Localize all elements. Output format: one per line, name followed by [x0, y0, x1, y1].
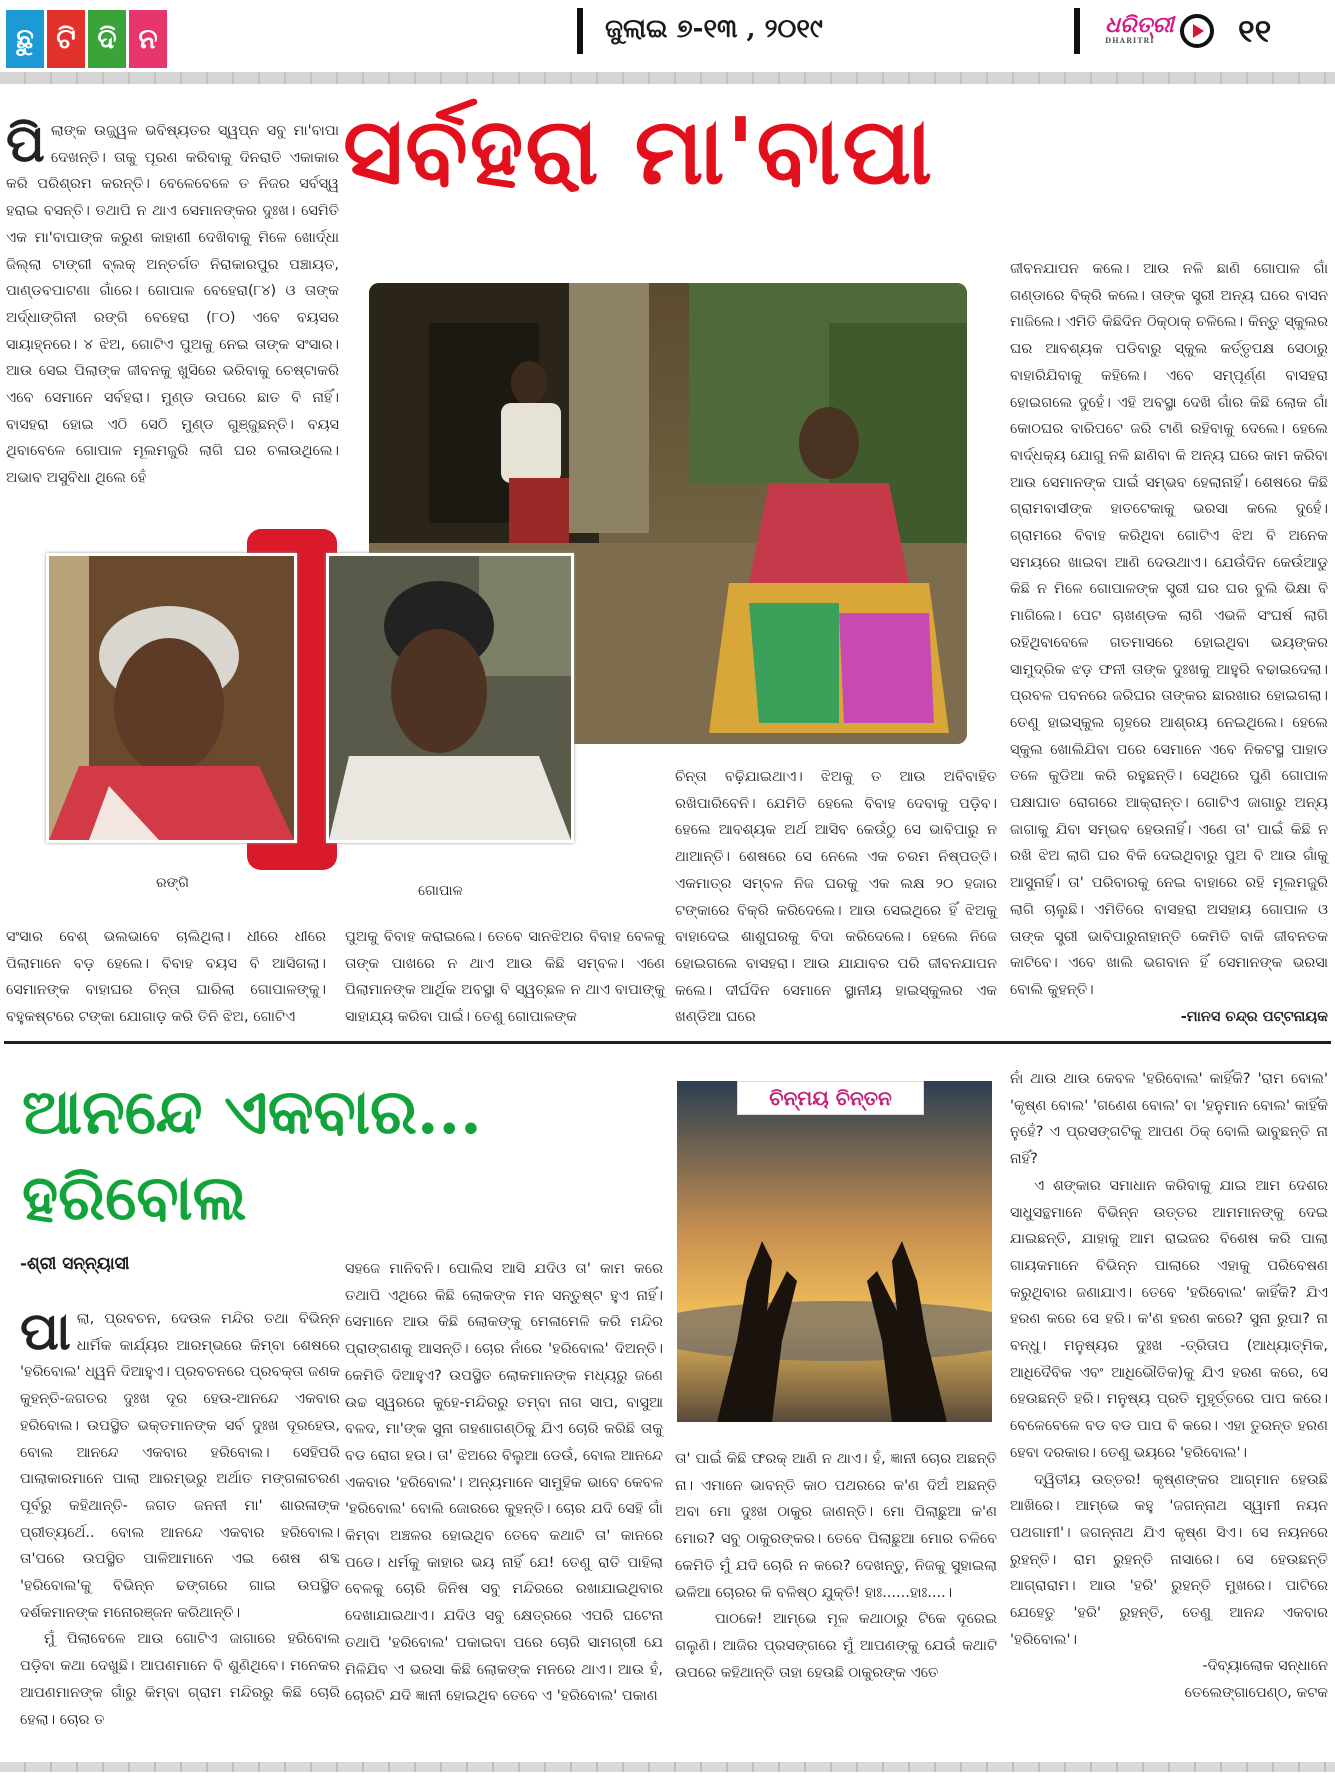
- header-divider-right: [1074, 8, 1080, 54]
- article2-col1: [20, 1301, 340, 1733]
- section-letter-3: ଦି: [88, 10, 126, 68]
- article2-headline-1: ଆନନ୍ଦେ ଏକବାର...: [22, 1075, 482, 1148]
- chinmaya-photo: [677, 1081, 992, 1422]
- section-divider: [4, 1041, 1331, 1044]
- article1-col1-text: ଲାଙ୍କ ଉଜ୍ଜ୍ୱଳ ଭବିଷ୍ୟତର ସ୍ୱପ୍ନ ସବୁ ମା'ବାପା ଦେଖନ୍ତି। ତାକୁ ପୂରଣ କରିବାକୁ ଦିନରାତି ଏକାକାର କରି ପରିଶ୍ରମ କରନ୍ତି। ବେଳେବେଳେ ତ ନିଜର ସର୍ବସ୍ୱ ହରାଇ ବସନ୍ତି। ତଥାପି ନ ଥାଏ ସେମାନଙ୍କର ଦୁଃଖ। ସେମିତି ଏକ ମା'ବାପାଙ୍କ କରୁଣ କାହାଣୀ ଦେଖିବାକୁ ମିଳେ ଖୋର୍ଦ୍ଧା ଜିଲ୍ଲା ଟାଙ୍ଗୀ ବ୍ଲକ୍ ଅନ୍ତର୍ଗତ ନିରାକାରପୁର ପଞ୍ଚାୟତ, ପାଣ୍ଡବପାଟଣା ଗାଁରେ। ଗୋପାଳ ବେହେରା(୮୪) ଓ ତାଙ୍କ ଅର୍ଦ୍ଧାଙ୍ଗିନୀ ରଙ୍ଗି ବେହେରା (୮୦) ଏବେ ବୟସର ସାୟାହ୍ନରେ। ୪ ଝିଅ, ଗୋଟିଏ ପୁଅକୁ ନେଇ ତାଙ୍କ ସଂସାର। ଆଉ ସେଇ ପିଲାଙ୍କ ଜୀବନକୁ ଖୁସିରେ ଭରିବାକୁ ଚେଷ୍ଟାକରି ଏବେ ସେମାନେ ସର୍ବହରା। ମୁଣ୍ଡ ଉପରେ ଛାତ ବି ନାହିଁ। ବାସହରା ହୋଇ ଏଠି ସେଠି ମୁଣ୍ଡ ଗୁଞ୍ଜୁଛନ୍ତି। ବୟସ ଥିବାବେଳେ ଗୋପାଳ ମୂଲମଜୁରି ଲାଗି ଘର ଚଳାଉଥିଲେ। ଅଭାବ ଅସୁବିଧା ଥିଲେ ହେଁ: [6, 123, 339, 487]
- article1-headline: ସର୍ବହରା ମା'ବାପା: [343, 97, 935, 205]
- article1-dropcap: ପି: [6, 113, 45, 174]
- article2-footer-place: ତେଲେଙ୍ଗାପେଣ୍ଠ, କଟକ: [1184, 1685, 1328, 1702]
- page-number: ୧୧: [1238, 12, 1272, 50]
- logo-subtext: DHARITRI: [1105, 36, 1155, 45]
- prayer-hands-image: [677, 1081, 992, 1422]
- article2-dropcap: ପା: [20, 1301, 71, 1362]
- article1-col2b-text: ପୁଅକୁ ବିବାହ କରାଇଲେ। ତେବେ ସାନଝିଅର ବିବାହ ବେଳକୁ ତାଙ୍କ ପାଖରେ ନ ଥାଏ ଆଉ କିଛି ସମ୍ବଳ। ଏଣେ ପିଲାମାନଙ୍କ ଆର୍ଥିକ ଅବସ୍ଥା ବି ସ୍ୱଚ୍ଛଳ ନ ଥାଏ ବାପାଙ୍କୁ ସାହାଯ୍ୟ କରିବା ପାଇଁ। ତେଣୁ ଗୋପାଳଙ୍କ: [345, 929, 665, 1026]
- article2-col2-text: ସହଜେ ମାନିବନି। ପୋଲିସ ଆସି ଯଦିଓ ତା' କାମ କରେ ତଥାପି ଏଥିରେ କିଛି ଲୋକଙ୍କ ମନ ସନ୍ତୁଷ୍ଟ ହୁଏ ନାହିଁ। ସେମାନେ ଆଉ କିଛି ଲୋକଙ୍କୁ ମେଳାମେଳି କରି ମନ୍ଦିର ପ୍ରାଙ୍ଗଣକୁ ଆସନ୍ତି। ଚୋର ନାଁରେ 'ହରିବୋଲ' ଦିଅନ୍ତି। କେମିତି ଦିଆହୁଏ? ଉପସ୍ଥିତ ଲୋକମାନଙ୍କ ମଧ୍ୟରୁ ଜଣେ ଉଚ୍ଚ ସ୍ୱରରେ କୁହେ-ମନ୍ଦିରରୁ ତମ୍ବା ନାଗ ସାପ, ବାସୁଆ ବଳଦ, ମା'ଙ୍କ ସୁନା ଗହଣାଗଣ୍ଠିକୁ ଯିଏ ଚୋରି କରିଛି ତାକୁ ବଡ ରୋଗ ହଉ। ତା' ଝିଅରେ ବିଲୁଆ ଡେଉଁ, ବୋଲ ଆନନ୍ଦେ ଏକବାର 'ହରିବୋଲ'। ଅନ୍ୟମାନେ ସାମୁହିକ ଭାବେ କେବଳ 'ହରିବୋଲ' ବୋଲି ଜୋରରେ କୁହନ୍ତି। ଚୋର ଯଦି ସେହି ଗାଁ କିମ୍ବା ଅଞ୍ଚଳର ହୋଇଥିବ ତେବେ କଥାଟି ତା' କାନରେ ପଡେ। ଧର୍ମକୁ କାହାର ଭୟ ନାହିଁ ଯେ! ତେଣୁ ରାତି ପାହିଲା ବେଳକୁ ଚୋରି ଜିନିଷ ସବୁ ମନ୍ଦିରରେ ରଖାଯାଇଥିବାର ଦେଖାଯାଇଥାଏ। ଯଦିଓ ସବୁ କ୍ଷେତ୍ରରେ ଏପରି ଘଟେନା ତଥାପି 'ହରିବୋଲ' ପକାଇବା ପରେ ଚୋରି ସାମଗ୍ରୀ ଯେ ମିଳିଯିବ ଏ ଭରସା କିଛି ଲୋକଙ୍କ ମନରେ ଥାଏ। ଆଉ ହଁ, ଚୋରଟି ଯଦି ଜ୍ଞାନୀ ହୋଇଥିବ ତେବେ ଏ 'ହରିବୋଲ' ପକାଣ: [345, 1261, 663, 1705]
- article2-col1-text-b: ମୁଁ ପିଲାବେଳେ ଆଉ ଗୋଟିଏ ଜାଗାରେ ହରିବୋଲ ପଡ଼ିବା କଥା ଦେଖୁଛି। ଆପଣମାନେ ବି ଶୁଣିଥିବେ। ମନେକର ଆପଣମାନଙ୍କ ଗାଁରୁ କିମ୍ବା ଗ୍ରାମ ମନ୍ଦିରରୁ କିଛି ଚୋରି ହେଲା। ଚୋର ତ: [20, 1631, 340, 1728]
- article2-byline: -ଶ୍ରୀ ସନ୍ନ୍ୟାସୀ: [20, 1254, 130, 1274]
- gopal-photo: [326, 553, 574, 843]
- article2-col1-text: ଲା, ପ୍ରବଚନ, ଦେଉଳ ମନ୍ଦିର ତଥା ବିଭିନ୍ନ ଧାର୍ମିକ କାର୍ଯ୍ୟର ଆରମ୍ଭରେ କିମ୍ବା ଶେଷରେ 'ହରିବୋଲ' ଧ୍ୱନି ଦିଆହୁଏ। ପ୍ରବଚନରେ ପ୍ରବକ୍ତା ଜଣକ କୁହନ୍ତି-ଜଗତର ଦୁଃଖ ଦୂର ହେଉ-ଆନନ୍ଦେ ଏକବାର ହରିବୋଲ। ଉପସ୍ଥିତ ଭକ୍ତମାନଙ୍କ ସର୍ବ ଦୁଃଖ ଦୂରହେଉ, ବୋଲ ଆନନ୍ଦେ ଏକବାର ହରିବୋଲ। ସେହିପରି ପାଲାକାରମାନେ ପାଲା ଆରମ୍ଭରୁ ଅର୍ଥାତ ମଙ୍ଗଳାଚରଣ ପୂର୍ବରୁ କହିଥାନ୍ତି- ଜଗତ ଜନନୀ ମା' ଶାରଳାଙ୍କ ପ୍ରୀତ୍ୟର୍ଥେ.. ବୋଲ ଆନନ୍ଦେ ଏକବାର ହରିବୋଲ। ତା'ପରେ ଉପସ୍ଥିତ ପାଳିଆମାନେ ଏଇ ଶେଷ ଶବ୍ଦ 'ହରିବୋଲ'କୁ ବିଭିନ୍ନ ଢଙ୍ଗରେ ଗାଇ ଉପସ୍ଥିତ ଦର୍ଶକମାନଙ୍କ ମନୋରଞ୍ଜନ କରିଥାନ୍ତି।: [20, 1311, 340, 1621]
- dharitri-logo: [1105, 12, 1174, 45]
- article2-col3-text: ତା' ପାଇଁ କିଛି ଫରକ୍ ଆଣି ନ ଥାଏ। ହଁ, ଜ୍ଞାନୀ ଚୋର ଅଛନ୍ତି ନା। ଏମାନେ ଭାବନ୍ତି କାଠ ପଥରରେ କ'ଣ ଦିଅଁ ଅଛନ୍ତି ଅବା ମୋ ଦୁଃଖ ଠାକୁର ଜାଣନ୍ତି। ମୋ ପିଲାଛୁଆ କ'ଣ ମୋର? ସବୁ ଠାକୁରଙ୍କର। ତେବେ ପିଲାଛୁଆ ମୋର ଚଳିବେ କେମିତି ମୁଁ ଯଦି ଚୋରି ନ କରେ? ଦେଖନ୍ତୁ, ନିଜକୁ ସୁହାଇଲା ଭଳିଆ ଚୋରର କି ବଳିଷ୍ଠ ଯୁକ୍ତି! ହାଃ......ହାଃ....।: [675, 1451, 997, 1601]
- article1-col2b: [345, 924, 665, 1031]
- footer-rule: [0, 1762, 1335, 1772]
- section-letter-2: ଟି: [47, 10, 85, 68]
- section-brand: [6, 10, 167, 68]
- article1-col1b-text: ସଂସାର ବେଶ୍ ଭଲଭାବେ ଚାଲିଥିଲା। ଧୀରେ ଧୀରେ ପିଲାମାନେ ବଡ଼ ହେଲେ। ବିବାହ ବୟସ ବି ଆସିଗଲା। ସେମାନଙ୍କ ବାହାଘର ଚିନ୍ତା ଘାରିଲା ଗୋପାଳଙ୍କୁ। ବହୁକଷ୍ଟରେ ଟଙ୍କା ଯୋଗାଡ଼ କରି ତିନି ଝିଅ, ଗୋଟିଏ: [6, 929, 326, 1026]
- article2-col4-text: ନାଁ ଥାଉ ଥାଉ କେବଳ 'ହରିବୋଲ' କାହିଁକି? 'ରାମ ବୋଲ' 'କୃଷ୍ଣ ବୋଲ' 'ଗଣେଶ ବୋଲ' ବା 'ହନୁମାନ ବୋଲ' କାହିଁକି ନୁହେଁ? ଏ ପ୍ରସଙ୍ଗଟିକୁ ଆପଣ ଠିକ୍ ବୋଲି ଭାବୁଛନ୍ତି ନା ନାହିଁ?: [1010, 1071, 1328, 1168]
- rangi-photo: [46, 553, 297, 843]
- article2-col3-text-b: ପାଠକେ! ଆମ୍ଭେ ମୂଳ କଥାଠାରୁ ଟିକେ ଦୂରେଇ ଗଲୁଣି। ଆଜିର ପ୍ରସଙ୍ଗରେ ମୁଁ ଆପଣଙ୍କୁ ଯେଉଁ କଥାଟି ଉପରେ କହିଥାନ୍ତି ତାହା ହେଉଛି ଠାକୁରଙ୍କ ଏତେ: [675, 1611, 997, 1681]
- logo-text: ଧରିତ୍ରୀ: [1105, 12, 1174, 38]
- article2-headline-2: ହରିବୋଲ: [22, 1161, 247, 1234]
- caption-gopal: ଗୋପାଳ: [418, 883, 463, 899]
- header-divider-left: [577, 8, 583, 54]
- section-letter-4: ନ: [129, 10, 167, 68]
- article2-col4-text-c: ଦ୍ୱିତୀୟ ଉତ୍ତର! କୃଷ୍ଣଙ୍କର ଆଗ୍ମାନ ହେଉଛି ଆଖିରେ। ଆମ୍ଭେ କହୁ 'ଜଗନ୍ନାଥ ସ୍ୱାମୀ ନୟନ ପଥଗାମୀ'। ଜଗନ୍ନାଥ ଯିଏ କୃଷ୍ଣ ସିଏ। ସେ ନୟନରେ ରୁହନ୍ତି। ରାମ ରୁହନ୍ତି ନାସାରେ। ସେ ହେଉଛନ୍ତି ଆଗ୍ରାରାମ। ଆଉ 'ହରି' ରୁହନ୍ତି ମୁଖରେ। ପାଟିରେ ଯେହେତୁ 'ହରି' ରୁହନ୍ତି, ତେଣୁ ଆନନ୍ଦ ଏକବାର 'ହରିବୋଲ'।: [1010, 1471, 1328, 1648]
- article1-col3-text: ଚିନ୍ତା ବଢ଼ିଯାଇଥାଏ। ଝିଅକୁ ତ ଆଉ ଅବିବାହିତ ରଖିପାରିବେନି। ଯେମିତି ହେଲେ ବିବାହ ଦେବାକୁ ପଡ଼ିବ। ହେଲେ ଆବଶ୍ୟକ ଅର୍ଥ ଆସିବ କେଉଁଠୁ ସେ ଭାବିପାରୁ ନ ଥାଆନ୍ତି। ଶେଷରେ ସେ ନେଲେ ଏକ ଚରମ ନିଷ୍ପତ୍ତି। ଏକମାତ୍ର ସମ୍ବଳ ନିଜ ଘରକୁ ଏକ ଲକ୍ଷ ୨୦ ହଜାର ଟଙ୍କାରେ ବିକ୍ରି କରିଦେଲେ। ଆଉ ସେଇଥିରେ ହିଁ ଝିଅକୁ ବାହାଦେଇ ଶାଶୁଘରକୁ ବିଦା କରିଦେଲେ। ହେଲେ ନିଜେ ହୋଇଗଲେ ବାସହରା। ଆଉ ଯାଯାବର ପରି ଜୀବନଯାପନ କଲେ। ଦୀର୍ଘଦିନ ସେମାନେ ସ୍ଥାନୀୟ ହାଇସ୍କୁଲର ଏକ ଖଣ୍ଡିଆ ଘରେ: [675, 769, 997, 1026]
- article2-col2: [345, 1256, 663, 1710]
- article1-byline: -ମାନସ ଚନ୍ଦ୍ର ପଟ୍ଟନାୟକ: [1180, 1008, 1328, 1025]
- gopal-portrait: [329, 556, 571, 840]
- article2-col3: [675, 1446, 997, 1686]
- article1-col1b: [6, 924, 326, 1031]
- article1-col1: [6, 113, 339, 492]
- issue-date: ଜୁଲାଇ ୭-୧୩ , ୨୦୧୯: [605, 14, 823, 44]
- section-letter-1: ଛୁ: [6, 10, 44, 68]
- play-icon: [1180, 14, 1214, 48]
- article1-col4: [1010, 256, 1328, 1030]
- chinmaya-box-title: ଚିନ୍ମୟ ଚିନ୍ତନ: [737, 1081, 924, 1115]
- rangi-portrait: [49, 556, 294, 840]
- article2-col4-text-b: ଏ ଶଙ୍କାର ସମାଧାନ କରିବାକୁ ଯାଇ ଆମ ଦେଶର ସାଧୁସନ୍ଥମାନେ ବିଭିନ୍ନ ଉତ୍ତର ଆମମାନଙ୍କୁ ଦେଇ ଯାଇଛନ୍ତି, ଯାହାକୁ ଆମ ରାଇଜର ବିଶେଷ କରି ପାଲା ଗାୟକମାନେ ବିଭିନ୍ନ ପାଲାରେ ଏହାକୁ ପରିବେଷଣ କରୁଥିବାର ଜଣାଯାଏ। ତେବେ 'ହରିବୋଲ' କାହିଁକି? ଯିଏ ହରଣ କରେ ସେ ହରି। କ'ଣ ହରଣ କରେ? ସୁନା ରୁପା? ନା ବନ୍ଧୁ। ମନୁଷ୍ୟର ଦୁଃଖ -ତ୍ରିତାପ (ଆଧ୍ୟାତ୍ମିକ, ଆଧିଦୈବିକ ଏବଂ ଆଧିଭୌତିକ)କୁ ଯିଏ ହରଣ କରେ, ସେ ହେଉଛନ୍ତି ହରି। ମନୁଷ୍ୟ ପ୍ରତି ମୁହୂର୍ତ୍ତରେ ପାପ କରେ। ବେଳେବେଳେ ବଡ ବଡ ପାପ ବି କରେ। ଏହା ତୁରନ୍ତ ହରଣ ହେବା ଦରକାର। ତେଣୁ ଭୟରେ 'ହରିବୋଲ'।: [1010, 1177, 1328, 1461]
- caption-rangi: ରଙ୍ଗି: [156, 875, 189, 891]
- article2-footer-name: -ଦିବ୍ୟାଲୋକ ସନ୍ଧାନେ: [1202, 1658, 1328, 1675]
- article1-col3: [675, 764, 997, 1031]
- header-rule: [0, 72, 1335, 84]
- article1-col4-text: ଜୀବନଯାପନ କଲେ। ଆଉ ନଳି ଛାଣି ଗୋପାଳ ଗାଁ ଗଣ୍ଡାରେ ବିକ୍ରି କଲେ। ତାଙ୍କ ସ୍ତ୍ରୀ ଅନ୍ୟ ଘରେ ବାସନ ମାଜିଲେ। ଏମିତି କିଛିଦିନ ଠିକ୍‌ଠାକ୍ ଚଳିଲେ। କିନ୍ତୁ ସ୍କୁଲର ଘର ଆବଶ୍ୟକ ପଡିବାରୁ ସ୍କୁଲ କର୍ତ୍ତୃପକ୍ଷ ସେଠାରୁ ବାହାରିଯିବାକୁ କହିଲେ। ଏବେ ସମ୍ପୂର୍ଣ୍ଣ ବାସହରା ହୋଇଗଲେ ଦୁହେଁ। ଏହି ଅବସ୍ଥା ଦେଖି ଗାଁର କିଛି ଲୋକ ଗାଁ କୋଠଘର ବାରିପଟେ ଜରି ଟାଣି ରହିବାକୁ ଦେଲେ। ହେଲେ ବାର୍ଦ୍ଧକ୍ୟ ଯୋଗୁ ନଳି ଛାଣିବା କି ଅନ୍ୟ ଘରେ କାମ କରିବା ଆଉ ସେମାନଙ୍କ ପାଇଁ ସମ୍ଭବ ହେଲାନାହିଁ। ଶେଷରେ କିଛି ଗ୍ରାମବାସୀଙ୍କ ହାତଟେକାକୁ ଭରସା କଲେ ଦୁହେଁ। ଗ୍ରାମରେ ବିବାହ କରିଥିବା ଗୋଟିଏ ଝିଅ ବି ଅନେକ ସମୟରେ ଖାଇବା ଆଣି ଦେଉଥାଏ। ଯେଉଁଦିନ କେଉଁଆଡୁ କିଛି ନ ମିଳେ ଗୋପାଳଙ୍କ ସ୍ତ୍ରୀ ଘର ଘର ବୁଲି ଭିକ୍ଷା ବି ମାଗିଲେ। ପେଟ ଚାଖଣ୍ଡକ ଲାଗି ଏଭଳି ସଂଘର୍ଷ ଲାଗି ରହିଥିବାବେଳେ ଗତମାସରେ ହୋଇଥିବା ଭୟଙ୍କର ସାମୁଦ୍ରିକ ଝଡ଼ ଫନୀ ତାଙ୍କ ଦୁଃଖକୁ ଆହୁରି ବଢାଇଦେଲା। ପ୍ରବଳ ପବନରେ ଜରିଘର ତାଙ୍କର ଛାରଖାର ହୋଇଗଲା। ତେଣୁ ହାଇସ୍କୁଲ ଗୃହରେ ଆଶ୍ରୟ ନେଇଥିଲେ। ହେଲେ ସ୍କୁଲ ଖୋଲିଯିବା ପରେ ସେମାନେ ଏବେ ନିକଟସ୍ଥ ପାହାଡ ତଳେ କୁଡିଆ କରି ରହୁଛନ୍ତି। ସେଥିରେ ପୁଣି ଗୋପାଳ ପକ୍ଷାଘାତ ରୋଗରେ ଆକ୍ରାନ୍ତ। ଗୋଟିଏ ଜାଗାରୁ ଅନ୍ୟ ଜାଗାକୁ ଯିବା ସମ୍ଭବ ହେଉନାହିଁ। ଏଣେ ତା' ପାଇଁ କିଛି ନ ରଖି ଝିଅ ଲାଗି ଘର ବିକି ଦେଇଥିବାରୁ ପୁଅ ବି ଆଉ ଗାଁକୁ ଆସୁନାହିଁ। ତା' ପରିବାରକୁ ନେଇ ବାହାରେ ରହି ମୂଲମଜୁରି ଲାଗି ଚାଲୁଛି। ଏମିତିରେ ବାସହରା ଅସହାୟ ଗୋପାଳ ଓ ତାଙ୍କ ସ୍ତ୍ରୀ ଭାବିପାରୁନାହାନ୍ତି କେମିତି ବାକି ଜୀବନତକ କାଟିବେ। ଏବେ ଖାଲି ଭଗବାନ ହିଁ ସେମାନଙ୍କ ଭରସା ବୋଲି କୁହନ୍ତି।: [1010, 261, 1328, 998]
- article2-col4: [1010, 1066, 1328, 1707]
